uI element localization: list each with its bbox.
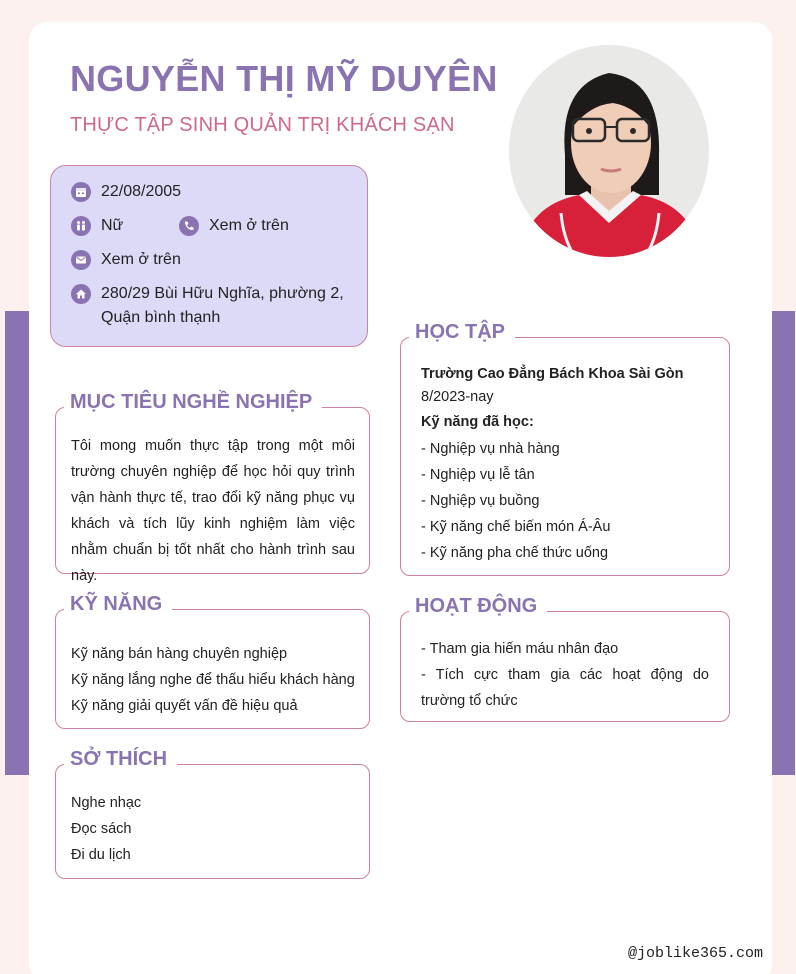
profile-photo — [509, 45, 709, 257]
activity-item: - Tích cực tham gia các hoạt động do trường tổ chức — [421, 667, 709, 709]
education-section — [400, 321, 730, 576]
home-icon — [71, 284, 91, 304]
contact-address: 280/29 Bùi Hữu Nghĩa, phường 2, Quận bình thạnh — [71, 282, 351, 330]
right-accent-band — [771, 311, 795, 775]
skill-item: Kỹ năng giải quyết vấn đề hiệu quả — [71, 698, 298, 714]
footer-watermark: @joblike365.com — [627, 945, 763, 962]
school-name: Trường Cao Đẳng Bách Khoa Sài Gòn — [421, 366, 684, 382]
phone-icon — [179, 216, 199, 236]
contact-birthday: 22/08/2005 — [71, 180, 181, 204]
activity-item: - Tham gia hiến máu nhân đạo — [421, 641, 619, 657]
education-title: HỌC TẬP — [409, 318, 515, 346]
skill-item: Kỹ năng lắng nghe để thấu hiểu khách hàng — [71, 672, 355, 688]
contact-email: Xem ở trên — [71, 248, 181, 272]
objective-title: MỤC TIÊU NGHỀ NGHIỆP — [64, 388, 322, 416]
activities-section — [400, 595, 730, 722]
learned-skill-item: - Nghiệp vụ nhà hàng — [421, 441, 560, 457]
hobby-item: Đi du lịch — [71, 847, 131, 863]
mail-icon — [71, 250, 91, 270]
objective-section — [55, 391, 370, 584]
activities-title: HOẠT ĐỘNG — [409, 592, 547, 620]
contact-gender: Nữ — [71, 214, 123, 238]
skills-title: KỸ NĂNG — [64, 590, 172, 618]
contact-phone: Xem ở trên — [179, 214, 289, 238]
learned-skills-label: Kỹ năng đã học: — [421, 414, 534, 430]
learned-skill-item: - Nghiệp vụ buồng — [421, 493, 540, 509]
skills-section — [55, 593, 370, 729]
learned-skill-item: - Nghiệp vụ lễ tân — [421, 467, 535, 483]
cv-page — [29, 22, 772, 974]
hobbies-title: SỞ THÍCH — [64, 745, 177, 773]
hobby-item: Nghe nhạc — [71, 795, 142, 811]
candidate-name: NGUYỄN THỊ MỸ DUYÊN — [70, 58, 498, 99]
candidate-role: THỰC TẬP SINH QUẢN TRỊ KHÁCH SẠN — [70, 114, 455, 136]
left-accent-band — [5, 311, 29, 775]
hobby-item: Đọc sách — [71, 821, 132, 837]
learned-skill-item: - Kỹ năng pha chế thức uống — [421, 545, 609, 561]
calendar-icon — [71, 182, 91, 202]
gender-icon — [71, 216, 91, 236]
skill-item: Kỹ năng bán hàng chuyên nghiệp — [71, 646, 288, 662]
contact-card — [50, 165, 368, 347]
objective-text: Tôi mong muốn thực tập trong một môi trường chuyên nghiệp để học hỏi quy trình vận hành thực tế, trao đổi kỹ năng phục vụ khách và tích lũy kinh nghiệm làm việc nhằm chuẩn bị tốt nhất cho hành trình sau này. — [71, 438, 355, 584]
hobbies-section — [55, 748, 370, 879]
learned-skill-item: - Kỹ năng chế biến món Á-Âu — [421, 519, 611, 535]
education-period: 8/2023-nay — [421, 389, 494, 405]
